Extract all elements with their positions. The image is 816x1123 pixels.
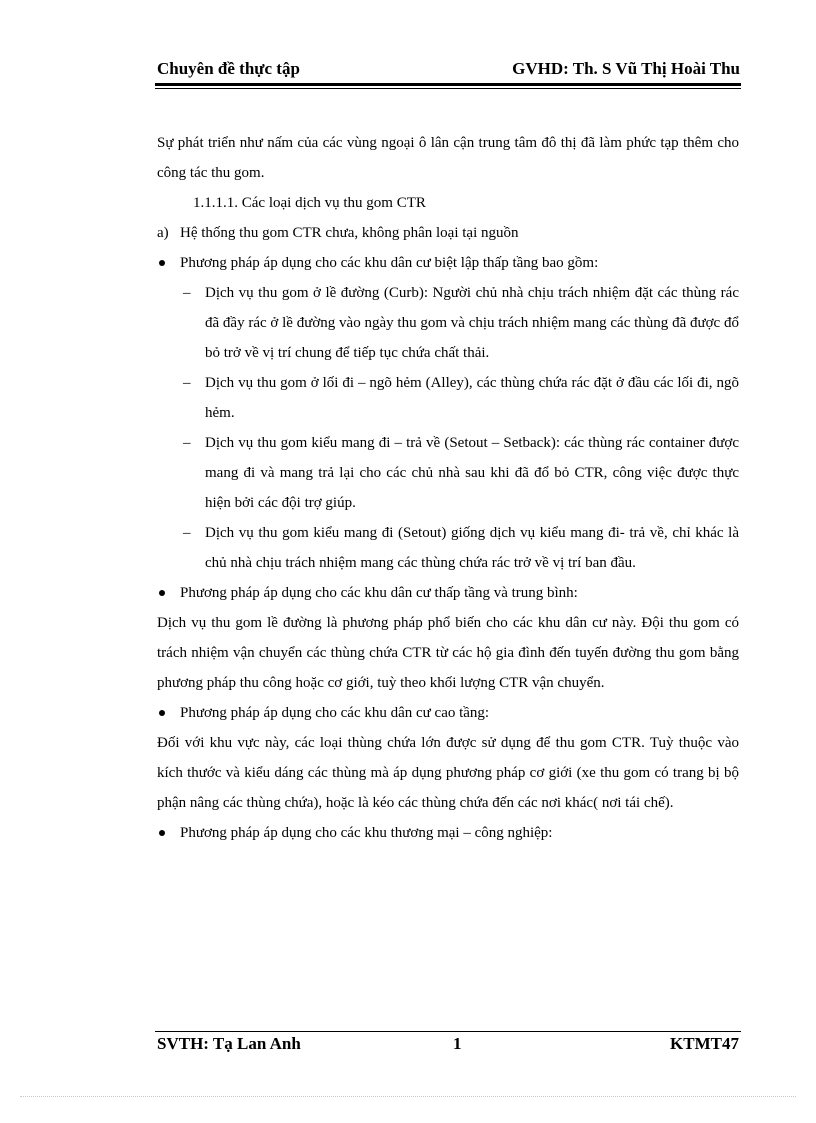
bullet-item	[157, 698, 739, 728]
bullet-dot-icon	[159, 260, 165, 266]
dash-marker: –	[183, 375, 191, 391]
bullet-dot-icon	[159, 710, 165, 716]
intro-paragraph: Sự phát triển như nấm của các vùng ngoại ô lân cận trung tâm đô thị đã làm phức tạp thêm cho công tác thu gom.	[157, 135, 739, 181]
dash-text: Dịch vụ thu gom ở lề đường (Curb): Người chủ nhà chịu trách nhiệm đặt các thùng rác đã đầy rác ở lề đường vào ngày thu gom và chịu trách nhiệm mang các thùng đã được đổ bỏ trở về vị trí chung để tiếp tục chứa chất thải.	[205, 285, 739, 361]
bullet-text: Phương pháp áp dụng cho các khu dân cư thấp tầng và trung bình:	[180, 585, 578, 601]
bullet-text: Phương pháp áp dụng cho các khu thương mại – công nghiệp:	[180, 825, 553, 841]
subheading	[157, 218, 739, 248]
header-rule-thin	[155, 88, 741, 89]
page-footer	[157, 1033, 739, 1055]
bullet-item	[157, 248, 739, 278]
dash-text: Dịch vụ thu gom ở lối đi – ngõ hẻm (Alley), các thùng chứa rác đặt ở đầu các lối đi, ngõ hẻm.	[205, 375, 739, 421]
page-edge-divider	[20, 1096, 796, 1097]
page-number: 1	[453, 1034, 462, 1053]
body-paragraph: Dịch vụ thu gom lề đường là phương pháp phổ biến cho các khu dân cư này. Đội thu gom có trách nhiệm vận chuyển các thùng chứa CTR từ các hộ gia đình đến tuyến đường thu gom bằng phương pháp thu công hoặc cơ giới, tuỳ theo khối lượng CTR vận chuyển.	[157, 615, 739, 691]
header-advisor: GVHD: Th. S Vũ Thị Hoài Thu	[512, 59, 740, 78]
dash-item	[157, 518, 739, 578]
bullet-dot-icon	[159, 590, 165, 596]
bullet-item	[157, 578, 739, 608]
bullet-text: Phương pháp áp dụng cho các khu dân cư biệt lập thấp tầng bao gồm:	[180, 255, 599, 271]
header-title: Chuyên đề thực tập	[157, 59, 300, 78]
body-paragraph: Đối với khu vực này, các loại thùng chứa lớn được sử dụng để thu gom CTR. Tuỳ thuộc vào kích thước và kiểu dáng các thùng mà áp dụng phương pháp cơ giới (xe thu gom có trang bị bộ phận nâng các thùng chứa), hoặc là kéo các thùng chứa đến các nơi khác( nơi tái chế).	[157, 735, 739, 811]
dash-text: Dịch vụ thu gom kiểu mang đi (Setout) giống dịch vụ kiểu mang đi- trả về, chỉ khác là chủ nhà chịu trách nhiệm mang các thùng chứa rác trở về vị trí ban đầu.	[205, 525, 739, 571]
footer-student: SVTH: Tạ Lan Anh	[157, 1034, 301, 1053]
subheading-text: Hệ thống thu gom CTR chưa, không phân loại tại nguồn	[180, 225, 519, 241]
section-heading: 1.1.1.1. Các loại dịch vụ thu gom CTR	[193, 195, 426, 211]
dash-item	[157, 278, 739, 368]
dash-item	[157, 368, 739, 428]
bullet-dot-icon	[159, 830, 165, 836]
header-rule-thick	[155, 83, 741, 86]
bullet-item	[157, 818, 739, 848]
dash-text: Dịch vụ thu gom kiểu mang đi – trả về (Setout – Setback): các thùng rác container được mang đi và mang trả lại cho các chủ nhà sau khi đã đổ bỏ CTR, công việc được thực hiện bởi các đội trợ giúp.	[205, 435, 739, 511]
footer-rule	[155, 1031, 741, 1032]
dash-marker: –	[183, 525, 191, 541]
dash-item	[157, 428, 739, 518]
footer-class: KTMT47	[670, 1034, 739, 1053]
subheading-marker: a)	[157, 225, 169, 241]
dash-marker: –	[183, 285, 191, 301]
page-header	[157, 58, 740, 82]
bullet-text: Phương pháp áp dụng cho các khu dân cư cao tầng:	[180, 705, 490, 721]
dash-marker: –	[183, 435, 191, 451]
page-body	[157, 128, 739, 848]
